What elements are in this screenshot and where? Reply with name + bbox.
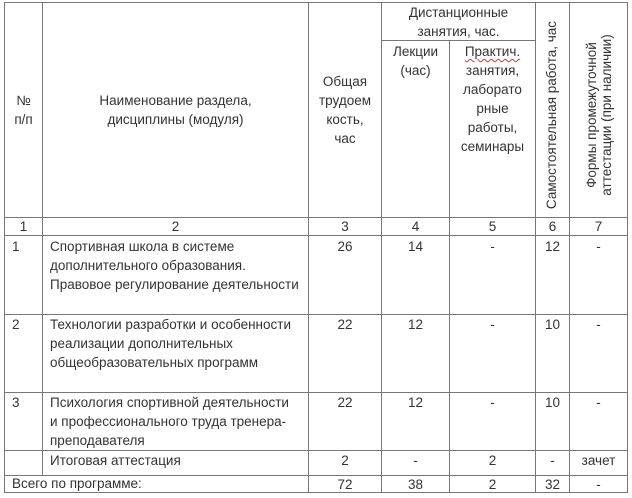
colnum-7: 7 [594, 219, 603, 234]
total-total: 72 [337, 476, 353, 492]
colnum-1: 1 [19, 219, 28, 234]
header-forms-line2: аттестации (при наличии) [599, 34, 614, 196]
row-total: 22 [337, 317, 353, 332]
row-self: 10 [544, 395, 561, 410]
header-lectures: Лекции (час) [392, 44, 439, 78]
row-num: 3 [12, 395, 20, 410]
row-name: Технологии разработки и особенности реализации дополнительных общеобразовательных программ [50, 317, 291, 370]
header-practical [450, 42, 535, 156]
total-label: Всего по программе: [12, 476, 142, 491]
header-practical-first: Практич. [464, 44, 521, 59]
total-lectures: 38 [407, 476, 424, 492]
header-name: Наименование раздела, дисциплины (модуля) [99, 93, 252, 127]
row-lectures: 14 [407, 239, 424, 254]
row-total: 26 [337, 239, 353, 254]
row-name: Спортивная школа в системе дополнительного образования. Правовое регулирование деятельности [50, 239, 299, 292]
colnum-6: 6 [548, 219, 557, 234]
row-form: - [596, 317, 601, 332]
header-self-work: Самостоятельная работа, час [544, 20, 559, 210]
colnum-3: 3 [341, 219, 349, 234]
row-lectures: 12 [407, 395, 424, 410]
colnum-4: 4 [411, 219, 420, 234]
colnum-5: 5 [488, 219, 497, 234]
row-name: Психология спортивной деятельности и профессионального труда тренера-преподавателя [50, 395, 289, 448]
colnum-2: 2 [171, 219, 180, 234]
row-form: - [596, 395, 601, 410]
row-self: 12 [544, 239, 561, 254]
row-form: - [596, 239, 601, 254]
header-num: № п/п [14, 93, 33, 127]
row-num: 2 [12, 317, 20, 332]
row-self: - [550, 453, 555, 468]
row-total: 2 [341, 453, 349, 468]
total-self: 32 [544, 476, 561, 492]
total-form: - [596, 476, 601, 492]
row-lectures: 12 [407, 317, 424, 332]
row-form: зачет [581, 453, 616, 468]
header-total: Общая трудоем кость, час [318, 74, 372, 146]
row-practical: - [490, 395, 495, 410]
total-practical: 2 [488, 476, 497, 492]
header-distance-group: Дистанционные занятия, час. [408, 5, 509, 39]
header-practical-rest: занятия, лаборато рные работы, семинары [460, 63, 525, 154]
row-practical: - [490, 239, 495, 254]
row-practical: - [490, 317, 495, 332]
row-self: 10 [544, 317, 561, 332]
header-forms-line1: Формы промежуточной [584, 42, 599, 188]
row-name: Итоговая аттестация [50, 453, 181, 468]
row-practical: 2 [488, 453, 497, 468]
header-forms [584, 15, 614, 215]
row-lectures: - [413, 453, 418, 468]
row-total: 22 [337, 395, 353, 410]
row-num: 1 [12, 239, 20, 254]
